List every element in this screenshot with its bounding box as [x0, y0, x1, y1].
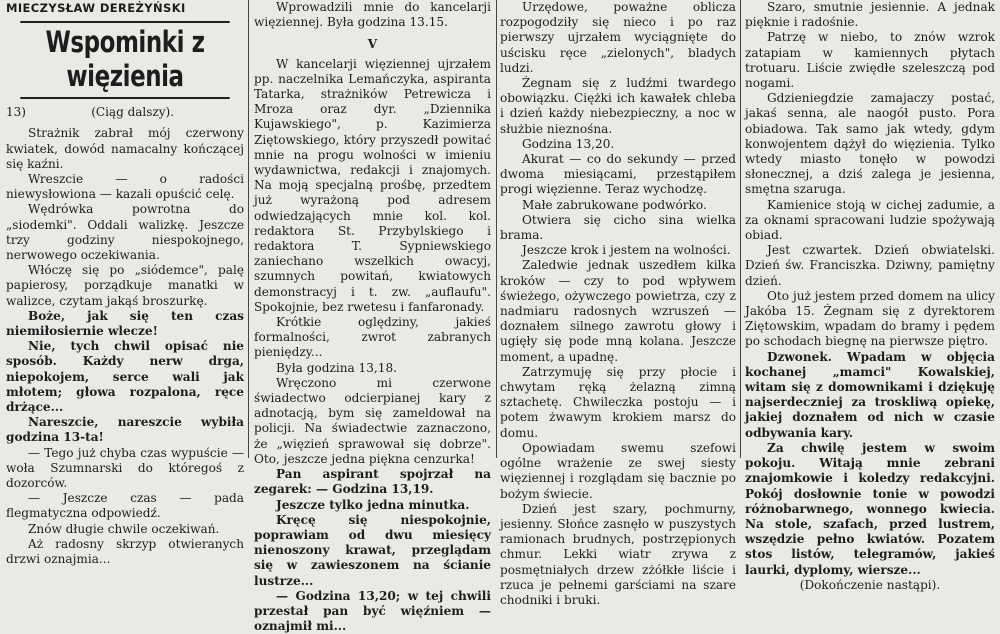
column-rule — [496, 0, 497, 458]
paragraph: Zatrzymuję się przy płocie i chwytam ręką żelazną zimną sztachetę. Chwileczka postoju — i potem żwawym krokiem marsz do domu. — [500, 364, 736, 440]
paragraph: Nie, tych chwil opisać nie sposób. Każdy nerw drga, niepokojem, serce wali jak młotem; głowa rozpalona, ręce drżące... — [6, 339, 244, 415]
paragraph: Małe zabrukowane podwórko. — [522, 197, 707, 212]
paragraph: Jest czwartek. Dzień obwiatelski. Dzień św. Franciszka. Dziwny, pamiętny dzień. — [745, 243, 995, 288]
column-2-intro: Wprowadzili mnie do kancelarji więziennej. Była godzina 13.15. — [254, 0, 491, 30]
paragraph: Znów długie chwile oczekiwań. — [28, 521, 220, 536]
paragraph: — Jeszcze czas — pada flegmatyczna odpowiedź. — [6, 491, 244, 521]
section-mark: V — [367, 37, 378, 52]
article-subheader — [6, 105, 244, 120]
column-3 — [500, 0, 736, 607]
paragraph: — Tego już chyba czas wypuście — woła Szumnarski do któregoś z dozorców. — [6, 445, 244, 491]
paragraph: Wędrówka powrotna do „siodemki". Oddali walizkę. Jeszcze trzy godziny niespokojnego, nerwowego oczekiwania. — [6, 202, 244, 263]
paragraph: Nareszcie, nareszcie wybiła godzina 13-ta! — [6, 415, 244, 445]
paragraph: Pan aspirant spojrzał na zegarek: — Godzina 13,19. — [254, 467, 491, 497]
paragraph: Wręczono mi czerwone świadectwo odcierpianej kary z adnotacją, bym się zameldował na policji. Na świadectwie zaznaczono, że „więzień sprawował się dobrze". Oto, jeszcze jedna piękna cenzurka! — [254, 375, 491, 466]
paragraph: W kancelarji więziennej ujrzałem pp. naczelnika Lemańczyka, aspiranta Tatarka, strażników Petrewicza i Mroza oraz dyr. „Dziennika Kujawskiego", p. Kazimierza Ziętowskiego, który przyszedł powitać mnie na progu wolności w imieniu wydawnictwa, redakcji i znajomych. Na moją specjalną prośbę, przedtem już wyrażoną pod adresem odwiedzających mnie kol. kol. redaktora St. Przybylskiego i redaktora T. Sypniewskiego zaniechano wszelkich owacyj, szumnych powitań, kwiatowych demonstracyj i t. zw. „auflaufu". Spokojnie, bez rwetesu i fanfaronady. — [254, 56, 491, 314]
paragraph: (Dokończenie nastąpi). — [799, 577, 941, 592]
column-1-body — [6, 126, 244, 567]
paragraph: Patrzę w niebo, to znów wzrok zatapiam w kamiennych płytach trotuaru. Liście zwiędłe szeleszczą pod nogami. — [745, 30, 995, 91]
paragraph: Krótkie oględziny, jakieś formalności, zwrot zabranych pieniędzy... — [254, 315, 491, 360]
paragraph: Była godzina 13,18. — [276, 360, 398, 375]
paragraph: Urzędowe, poważne oblicza rozpogodziły się nieco i po raz pierwszy ujrzałem wyciągnięte do uścisku ręce „zielonych", bladych ludzi. — [500, 0, 736, 75]
paragraph: Strażnik zabrał mój czerwony kwiatek, dowód namacalny kończącej się kaźni. — [6, 126, 244, 171]
column-rule — [740, 0, 741, 458]
paragraph: Szaro, smutnie jesiennie. A jednak pięknie i radośnie. — [745, 0, 995, 30]
continuation-note: (Ciąg dalszy). — [91, 105, 174, 120]
article-author: MIECZYSŁAW DEREŻYŃSKI — [6, 1, 186, 15]
paragraph: Żegnam się z ludźmi twardego obowiązku. Ciężki ich kawałek chleba i dzień każdy niebezpieczny, a noc w służbie nieznośna. — [500, 76, 736, 136]
paragraph: Jeszcze tylko jedna minutka. — [276, 497, 470, 512]
paragraph: Otwiera się cicho sina wielka brama. — [500, 212, 736, 243]
paragraph: Opowiadam swemu szefowi ogólne wrażenie ze swej siesty więziennej i rozglądam się bacznie po bożym świecie. — [500, 440, 736, 501]
paragraph: Akurat — co do sekundy — przed dwoma miesiącami, przestąpiłem progi więzienne. Teraz wychodzę. — [500, 152, 736, 197]
paragraph: Wreszcie — o radości niewysłowiona — kazali opuścić celę. — [6, 172, 244, 202]
paragraph: Dzień jest szary, pochmurny, jesienny. Słońce zasnęło w puszystych ramionach brudnych, postrzępionych chmur. Lekki wiatr zrywa z posmętniałych drzew zżółkłe liście i rzuca je pełnemi garściami na szare chodniki i bruki. — [500, 501, 736, 607]
column-4-body — [745, 0, 995, 593]
column-2-body — [254, 57, 491, 634]
article-title: Wspominki z więzienia — [20, 21, 229, 99]
paragraph: Gdzieniegdzie zamajaczy postać, jakaś senna, ale naogół pusto. Pora obiadowa. Tak samo jak wtedy, gdym konwojentem dążył do więzienia. Tylko wtedy miasto tonęło w powodzi słonecznej, a dziś zalega je jesienna, smętna szaruga. — [745, 91, 995, 197]
paragraph: — Godzina 13,20; w tej chwili przestał pan być więźniem — oznajmił mi... — [254, 588, 491, 634]
paragraph: Godzina 13,20. — [522, 136, 615, 151]
column-3-body — [500, 0, 736, 608]
paragraph: Kręcę się niespokojnie, poprawiam od dwu miesięcy nienoszony krawat, przeglądam się w zawieszonem na ścianie lustrze... — [254, 512, 491, 588]
part-number: 13) — [6, 105, 26, 120]
paragraph: Boże, jak się ten czas niemiłosiernie wlecze! — [6, 308, 244, 339]
paragraph: Aż radosny skrzyp otwieranych drzwi oznajmia... — [6, 536, 244, 567]
paragraph: Kamienice stoją w cichej zadumie, a za oknami spracowani ludzie spożywają obiad. — [745, 197, 995, 243]
paragraph: Dzwonek. Wpadam w objęcia kochanej „mamci" Kowalskiej, witam się z domownikami i dziękuję najserdeczniej za troskliwą opiekę, jakiej doznałem od nich w czasie odbywania kary. — [745, 349, 995, 440]
column-2 — [254, 0, 491, 634]
paragraph: Jeszcze krok i jestem na wolności. — [522, 243, 731, 258]
paragraph: Oto już jestem przed domem na ulicy Jakóba 15. Żegnam się z dyrektorem Ziętowskim, wpadam do bramy i pędem po schodach biegnę na pierwsze piętro. — [745, 288, 995, 349]
column-1 — [6, 0, 244, 567]
column-rule — [248, 0, 249, 458]
paragraph: Włóczę się po „siódemce", palę papierosy, porządkuje manatki w walizce, czytam jakąś broszurkę. — [6, 263, 244, 308]
column-4 — [745, 0, 995, 592]
paragraph: Za chwilę jestem w swoim pokoju. Witają mnie zebrani znajomkowie i koledzy redakcyjni. Pokój dosłownie tonie w powodzi różnobarwnego, wonnego kwiecia. Na stole, szafach, przed lustrem, wszędzie pełno kwiatów. Pozatem stos listów, telegramów, jakieś laurki, dyplomy, wiersze... — [745, 440, 995, 577]
paragraph: Zaledwie jednak uszedłem kilka kroków — czy to pod wpływem świeżego, ożywczego powietrza, czy z nadmiaru radosnych wzruszeń — doznałem silnego zawrotu głowy i ugięły się pode mną kolana. Jeszcze moment, a upadnę. — [500, 258, 736, 364]
